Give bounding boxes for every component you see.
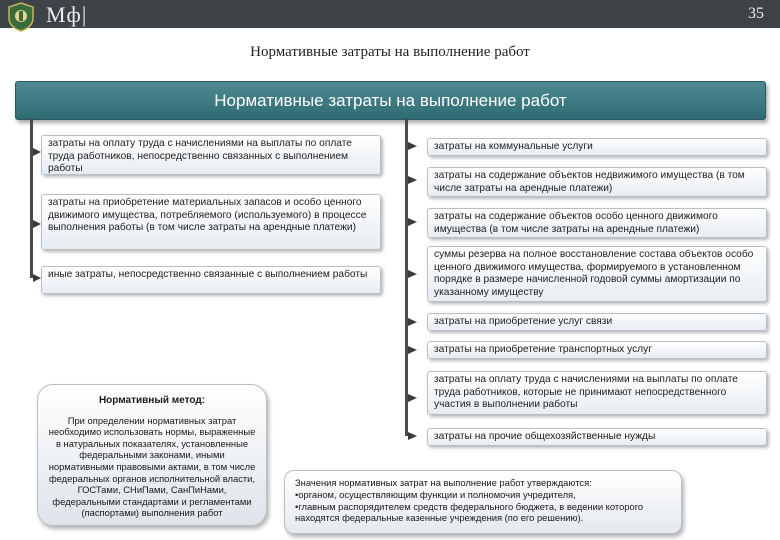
left-item-materials xyxy=(41,194,381,250)
right-item-real-estate xyxy=(427,167,767,197)
arrow-right-7 xyxy=(408,394,417,402)
left-item-text: иные затраты, непосредственно связанные с выполнением работы xyxy=(48,269,368,280)
arrow-left-1 xyxy=(33,148,41,156)
right-item-text: затраты на коммунальные услуги xyxy=(434,141,593,152)
right-item-utilities xyxy=(427,138,767,156)
right-item-general-needs xyxy=(427,428,767,446)
banner-title: Нормативные затраты на выполнение работ xyxy=(214,91,567,110)
method-title: Нормативный метод: xyxy=(98,395,206,406)
page-number: 35 xyxy=(748,5,764,22)
normative-method-box xyxy=(37,384,267,526)
right-item-text: затраты на приобретение услуг связи xyxy=(434,316,613,327)
right-item-text: затраты на оплату труда с начислениями на выплаты по оплате труда работников, которые не принимают непосредственного участия в выполнении работы xyxy=(434,374,738,411)
right-item-text: суммы резерва на полное восстановление состава объектов особо ценного движимого имущества, формируемого в установленном порядке в размере начисленной годовой суммы амортизации по указанному имуществу xyxy=(434,249,754,298)
arrow-left-2 xyxy=(33,220,41,228)
approval-box xyxy=(284,470,682,534)
arrow-right-1 xyxy=(408,142,417,150)
arrow-right-3 xyxy=(408,218,417,226)
arrow-right-8 xyxy=(408,432,417,440)
right-item-transport xyxy=(427,341,767,359)
right-item-text: затраты на прочие общехозяйственные нужды xyxy=(434,431,656,442)
left-item-text: затраты на приобретение материальных запасов и особо ценного движимого имущества, потребляемого (используемого) в процессе выполнения работы (в том числе затраты на арендные платежи) xyxy=(48,197,367,234)
arrow-right-5 xyxy=(408,318,417,326)
arrow-right-2 xyxy=(408,176,417,184)
left-item-labor xyxy=(41,135,381,175)
arrow-left-3 xyxy=(33,274,41,282)
right-item-reserve xyxy=(427,246,767,302)
right-item-text: затраты на содержание объектов особо ценного движимого имущества (в том числе затраты на арендные платежи) xyxy=(434,211,718,235)
approval-item: •главным распорядителем средств федерального бюджета, в ведении которого находятся федеральные казенные учреждения (по его решению). xyxy=(295,500,644,524)
method-text: При определении нормативных затрат необходимо использовать нормы, выраженные в натуральных показателях, установленные федеральными законами, иными нормативными правовыми актами, в том числе федеральных органов исполнительной власти, ГОСТами, СНиПами, СанПиНами, федеральными стандартами и регламентами (паспортами) выполнения работ xyxy=(48,414,256,519)
left-item-text: затраты на оплату труда с начислениями на выплаты по оплате труда работников, непосредственно связанных с выполнением работы xyxy=(48,138,352,175)
arrow-right-4 xyxy=(408,270,417,278)
right-item-text: затраты на приобретение транспортных услуг xyxy=(434,344,652,355)
right-item-communication xyxy=(427,313,767,331)
page-title: Нормативные затраты на выполнение работ xyxy=(250,44,530,60)
left-item-other xyxy=(41,266,381,294)
right-item-movable-property xyxy=(427,208,767,238)
approval-item: •органом, осуществляющим функции и полномочия учредителя, xyxy=(295,488,576,500)
right-item-indirect-labor xyxy=(427,371,767,415)
arrow-right-6 xyxy=(408,346,417,354)
approval-intro: Значения нормативных затрат на выполнение работ утверждаются: xyxy=(295,477,592,488)
right-item-text: затраты на содержание объектов недвижимого имущества (в том числе затраты на арендные платежи) xyxy=(434,170,745,194)
brand-logo-text: Мф| xyxy=(46,2,88,27)
